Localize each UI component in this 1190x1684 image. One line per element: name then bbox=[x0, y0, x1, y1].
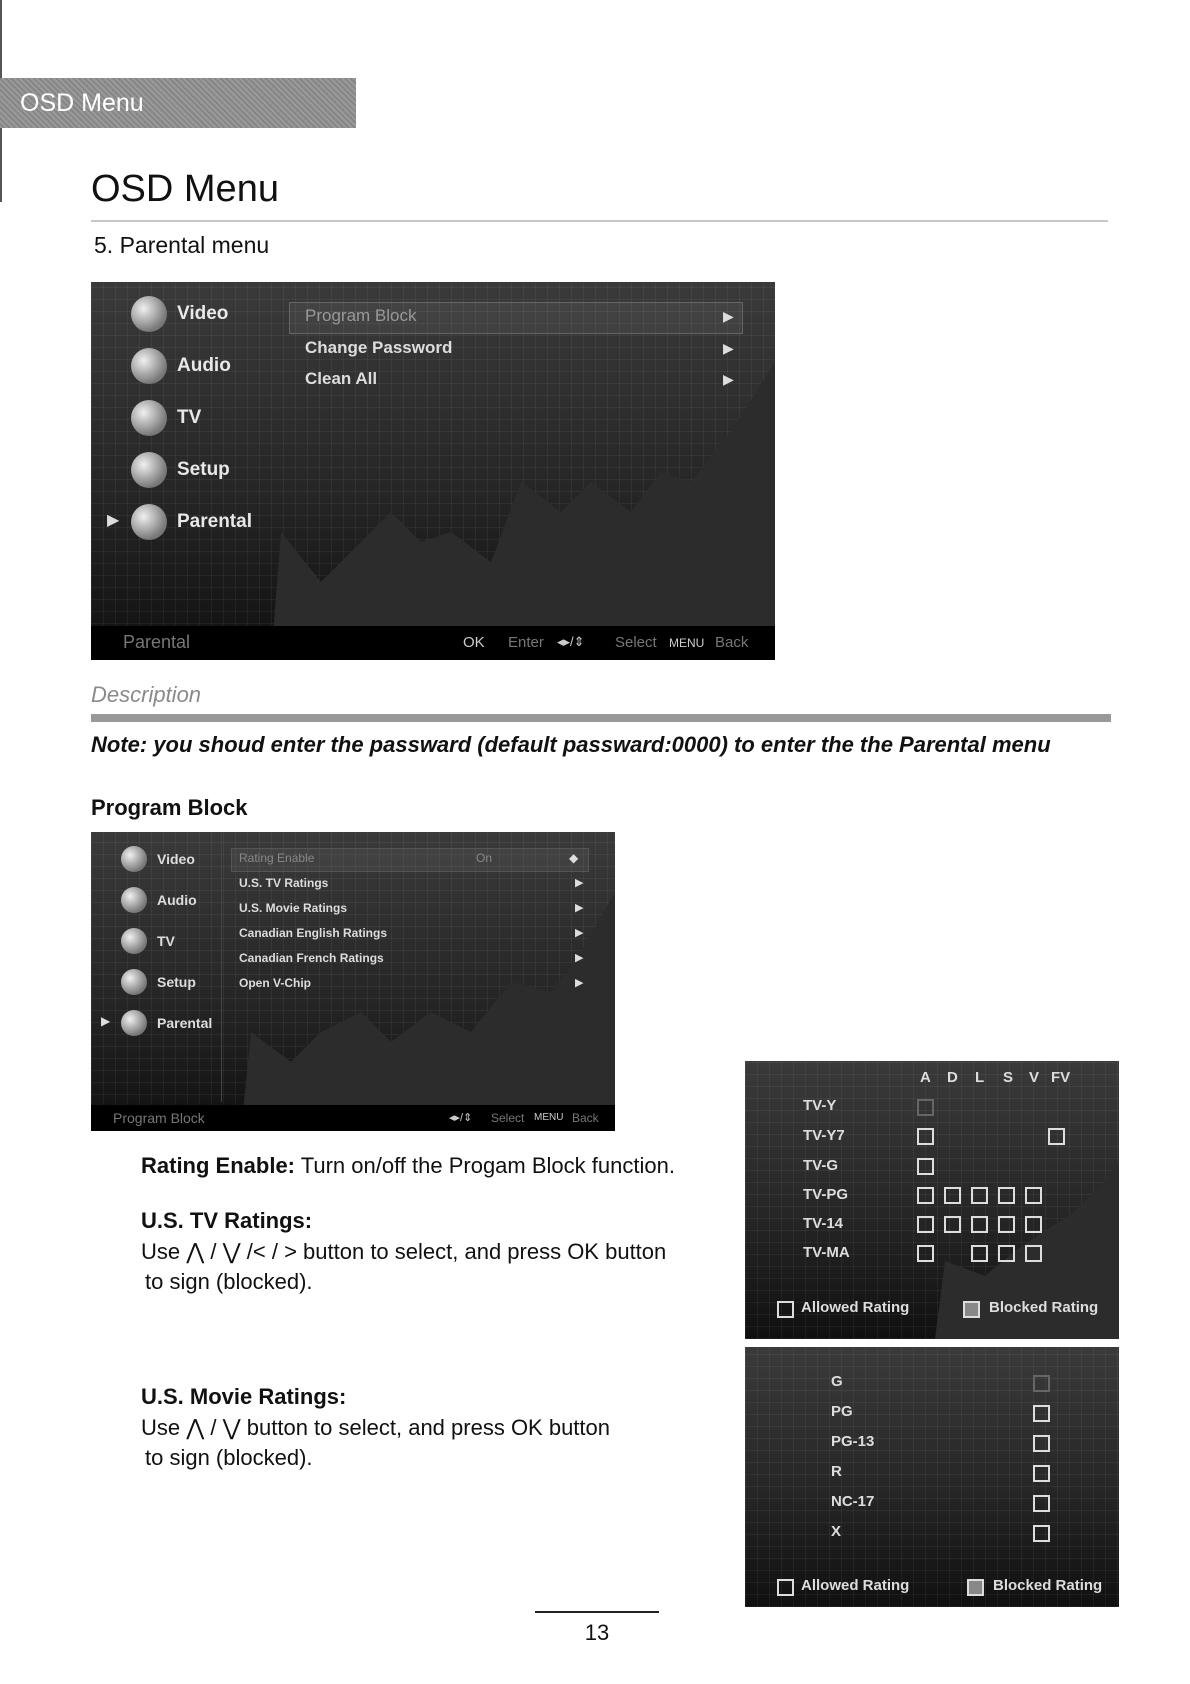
option-canadian-french-ratings[interactable]: Canadian French Ratings bbox=[239, 951, 384, 965]
submenu-arrow-icon: ▶ bbox=[575, 902, 584, 914]
col-v: V bbox=[1029, 1069, 1040, 1086]
rating-enable-paragraph bbox=[141, 1153, 675, 1179]
movie-ratings-screenshot bbox=[745, 1347, 1119, 1607]
rating-checkbox[interactable] bbox=[1025, 1216, 1042, 1233]
allowed-legend-box-icon bbox=[777, 1301, 794, 1318]
menu-item-parental[interactable]: Parental bbox=[131, 504, 252, 540]
row-tv-y: TV-Y bbox=[803, 1097, 837, 1114]
footer-title: Parental bbox=[123, 632, 191, 652]
submenu-arrow-icon: ▶ bbox=[575, 952, 584, 964]
row-tv-y7: TV-Y7 bbox=[803, 1127, 845, 1144]
menu-footer bbox=[91, 626, 775, 660]
rating-checkbox[interactable] bbox=[917, 1187, 934, 1204]
menu-item-video[interactable]: Video bbox=[121, 846, 195, 872]
rating-checkbox[interactable] bbox=[1033, 1435, 1050, 1452]
column-divider bbox=[221, 832, 222, 1102]
hint-enter: Enter bbox=[508, 634, 544, 651]
hint-menu: MENU bbox=[669, 636, 705, 650]
menu-item-setup[interactable]: Setup bbox=[121, 969, 196, 995]
option-program-block[interactable]: Program Block bbox=[305, 306, 417, 325]
rating-enable-value[interactable]: On bbox=[476, 851, 493, 865]
submenu-arrow-icon: ▶ bbox=[575, 877, 584, 889]
row-g: G bbox=[831, 1373, 843, 1390]
allowed-rating-legend: Allowed Rating bbox=[801, 1577, 910, 1594]
description-divider bbox=[91, 714, 1111, 722]
option-open-v-chip[interactable]: Open V-Chip bbox=[239, 976, 311, 990]
option-us-movie-ratings[interactable]: U.S. Movie Ratings bbox=[239, 901, 348, 915]
option-canadian-english-ratings[interactable]: Canadian English Ratings bbox=[239, 926, 388, 940]
lock-icon bbox=[963, 1301, 980, 1318]
menu-item-audio[interactable]: Audio bbox=[131, 348, 231, 384]
col-a: A bbox=[920, 1069, 931, 1086]
rating-checkbox[interactable] bbox=[944, 1187, 961, 1204]
rating-checkbox[interactable] bbox=[917, 1128, 934, 1145]
rating-checkbox[interactable] bbox=[1033, 1525, 1050, 1542]
row-r: R bbox=[831, 1463, 842, 1480]
tv-ratings-screenshot bbox=[745, 1061, 1119, 1339]
rating-enable-description: Turn on/off the Progam Block function. bbox=[295, 1153, 675, 1178]
us-tv-instructions-line: to sign (blocked). bbox=[145, 1269, 313, 1294]
submenu-arrow-icon: ▶ bbox=[723, 371, 734, 387]
allowed-legend-box-icon bbox=[777, 1579, 794, 1596]
row-tv-ma: TV-MA bbox=[803, 1244, 850, 1261]
row-x: X bbox=[831, 1523, 842, 1540]
program-block-heading: Program Block bbox=[91, 795, 248, 820]
menu-item-parental[interactable]: Parental bbox=[121, 1010, 212, 1036]
hint-nav-icon: ◂▸/⇕ bbox=[449, 1112, 473, 1124]
parental-icon bbox=[131, 504, 167, 540]
us-movie-ratings-term: U.S. Movie Ratings: bbox=[141, 1384, 347, 1409]
menu-item-video[interactable]: Video bbox=[131, 296, 228, 332]
audio-icon bbox=[121, 887, 147, 913]
section-banner: OSD Menu bbox=[0, 78, 356, 128]
note-text: Note: you shoud enter the passward (default passward:0000) to enter the the Parental menu bbox=[91, 732, 1051, 757]
blocked-rating-legend: Blocked Rating bbox=[993, 1577, 1103, 1594]
parental-menu-screenshot bbox=[91, 282, 775, 660]
hint-menu: MENU bbox=[534, 1112, 564, 1123]
us-movie-instructions-line: to sign (blocked). bbox=[145, 1445, 313, 1470]
row-tv-g: TV-G bbox=[803, 1157, 839, 1174]
allowed-rating-legend: Allowed Rating bbox=[801, 1299, 910, 1316]
row-pg-13: PG-13 bbox=[831, 1433, 875, 1450]
setup-icon bbox=[131, 452, 167, 488]
hint-ok: OK bbox=[463, 634, 485, 651]
rating-checkbox[interactable] bbox=[1025, 1245, 1042, 1262]
section-heading: 5. Parental menu bbox=[94, 232, 270, 258]
page-number: 13 bbox=[584, 1620, 610, 1645]
video-icon bbox=[121, 846, 147, 872]
hint-select: Select bbox=[491, 1111, 525, 1125]
page-number-rule bbox=[535, 1611, 659, 1613]
rating-checkbox[interactable] bbox=[917, 1158, 934, 1175]
rating-checkbox[interactable] bbox=[971, 1187, 988, 1204]
us-tv-instructions-line: Use ⋀ / ⋁ /< / > button to select, and press OK button bbox=[141, 1239, 667, 1264]
rating-checkbox[interactable] bbox=[917, 1099, 934, 1116]
setup-icon bbox=[121, 969, 147, 995]
submenu-arrow-icon: ▶ bbox=[575, 977, 584, 989]
option-change-password[interactable]: Change Password bbox=[305, 338, 453, 357]
menu-item-tv[interactable]: TV bbox=[131, 400, 201, 436]
rating-enable-term: Rating Enable: bbox=[141, 1153, 296, 1178]
rating-checkbox[interactable] bbox=[998, 1245, 1015, 1262]
row-pg: PG bbox=[831, 1403, 853, 1420]
rating-checkbox[interactable] bbox=[1033, 1495, 1050, 1512]
submenu-arrow-icon: ▶ bbox=[575, 927, 584, 939]
row-tv-14: TV-14 bbox=[803, 1215, 844, 1232]
submenu-arrow-icon: ▶ bbox=[723, 340, 734, 356]
rating-checkbox[interactable] bbox=[998, 1187, 1015, 1204]
rating-checkbox[interactable] bbox=[1033, 1465, 1050, 1482]
us-tv-ratings-term: U.S. TV Ratings: bbox=[141, 1208, 313, 1233]
rating-checkbox[interactable] bbox=[1025, 1187, 1042, 1204]
option-clean-all[interactable]: Clean All bbox=[305, 369, 378, 388]
toggle-icon[interactable]: ◆ bbox=[569, 851, 579, 865]
menu-item-tv[interactable]: TV bbox=[121, 928, 175, 954]
option-us-tv-ratings[interactable]: U.S. TV Ratings bbox=[239, 876, 329, 890]
option-rating-enable[interactable]: Rating Enable bbox=[239, 851, 315, 865]
video-icon bbox=[131, 296, 167, 332]
rating-checkbox[interactable] bbox=[1048, 1128, 1065, 1145]
rating-checkbox[interactable] bbox=[917, 1216, 934, 1233]
hint-nav-icon: ◂▸/⇕ bbox=[557, 634, 585, 649]
tv-icon bbox=[131, 400, 167, 436]
us-movie-instructions-line: Use ⋀ / ⋁ button to select, and press OK button bbox=[141, 1415, 611, 1440]
program-block-screenshot bbox=[91, 832, 615, 1131]
hint-back: Back bbox=[715, 634, 749, 651]
menu-item-setup[interactable]: Setup bbox=[131, 452, 230, 488]
row-nc-17: NC-17 bbox=[831, 1493, 875, 1510]
row-tv-pg: TV-PG bbox=[803, 1186, 849, 1203]
menu-item-audio[interactable]: Audio bbox=[121, 887, 197, 913]
rating-checkbox[interactable] bbox=[971, 1216, 988, 1233]
col-s: S bbox=[1003, 1069, 1014, 1086]
selected-caret-icon: ▶ bbox=[101, 1014, 111, 1028]
hint-select: Select bbox=[615, 634, 657, 651]
blocked-rating-legend: Blocked Rating bbox=[989, 1299, 1099, 1316]
rating-checkbox[interactable] bbox=[998, 1216, 1015, 1233]
col-l: L bbox=[975, 1069, 985, 1086]
title-divider bbox=[91, 220, 1108, 222]
tv-icon bbox=[121, 928, 147, 954]
rating-checkbox[interactable] bbox=[917, 1245, 934, 1262]
audio-icon bbox=[131, 348, 167, 384]
parental-icon bbox=[121, 1010, 147, 1036]
description-heading: Description bbox=[91, 682, 202, 707]
hint-back: Back bbox=[572, 1111, 599, 1125]
rating-checkbox[interactable] bbox=[1033, 1405, 1050, 1422]
submenu-arrow-icon: ▶ bbox=[723, 308, 734, 324]
footer-title: Program Block bbox=[113, 1110, 205, 1126]
rating-checkbox[interactable] bbox=[944, 1216, 961, 1233]
lock-icon bbox=[967, 1579, 984, 1596]
menu-footer bbox=[91, 1105, 615, 1131]
selected-caret-icon: ▶ bbox=[107, 512, 120, 529]
rating-checkbox[interactable] bbox=[971, 1245, 988, 1262]
col-fv: FV bbox=[1051, 1069, 1071, 1086]
page-title: OSD Menu bbox=[91, 168, 279, 210]
rating-checkbox[interactable] bbox=[1033, 1375, 1050, 1392]
col-d: D bbox=[947, 1069, 958, 1086]
